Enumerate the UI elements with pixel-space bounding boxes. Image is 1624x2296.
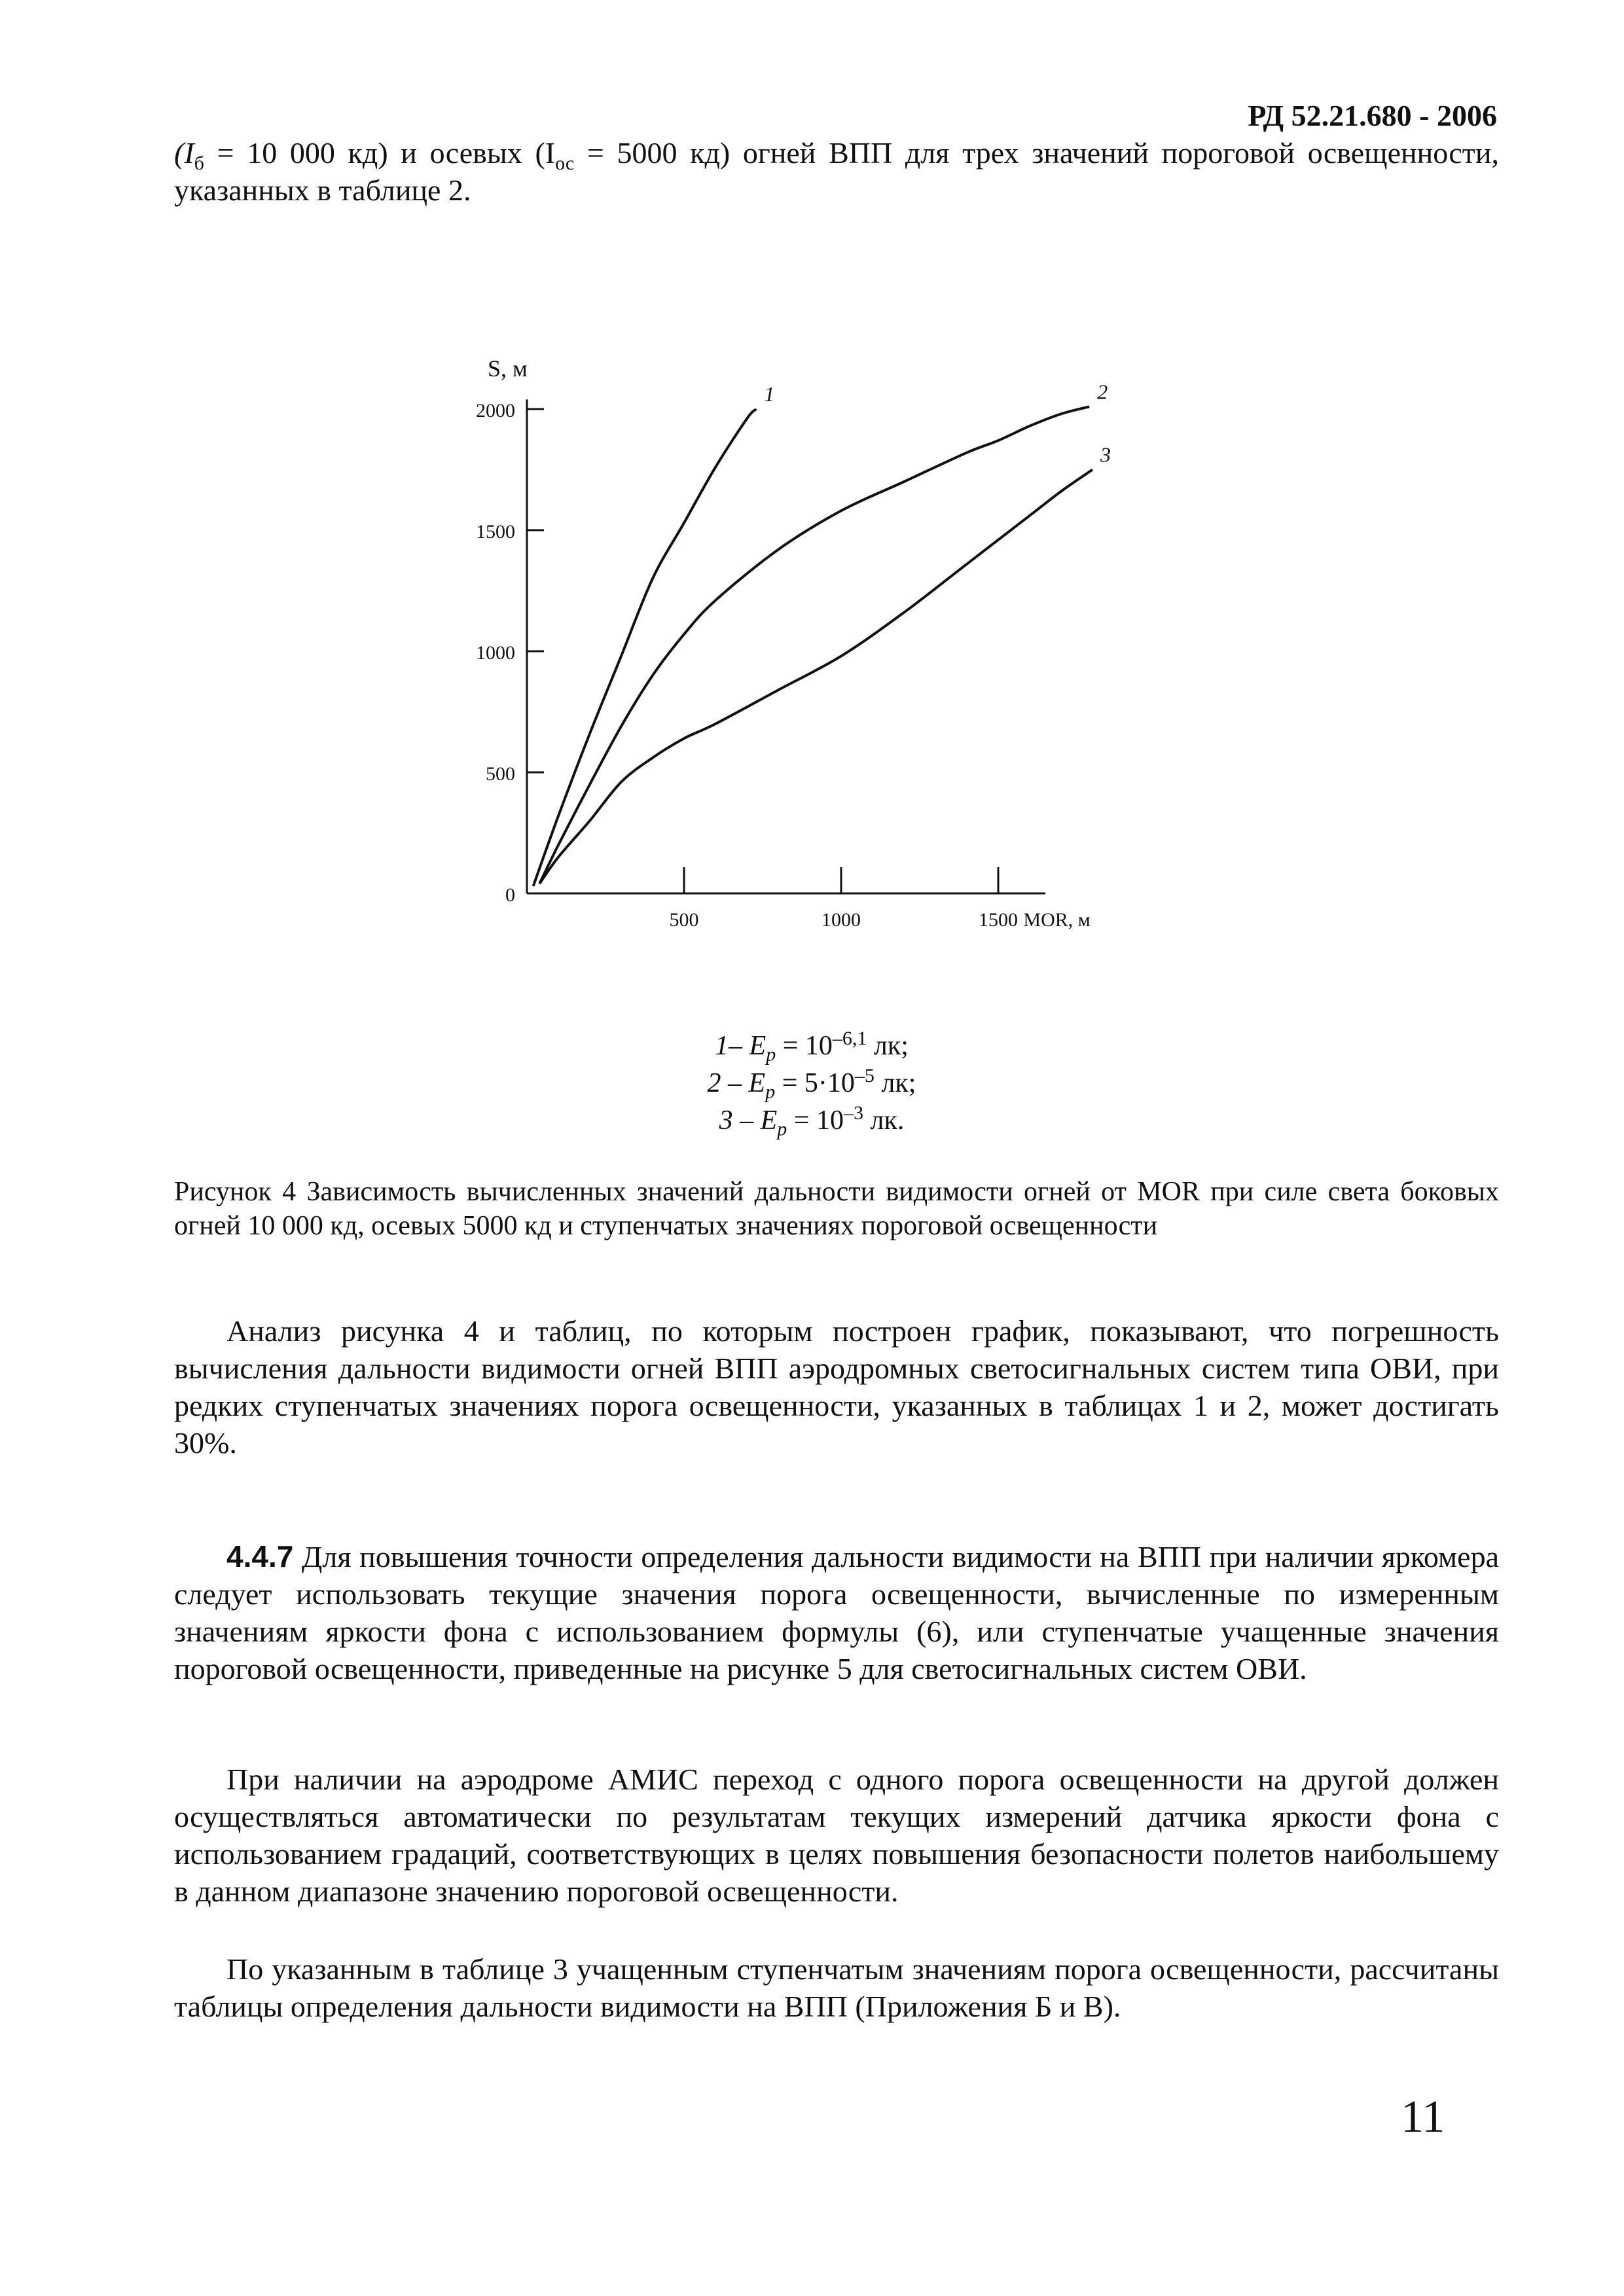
legend-item-1 — [589, 1028, 1034, 1065]
legend-2-sub: p — [765, 1081, 776, 1103]
intro-sub-1: б — [194, 152, 204, 175]
series-label-2: 2 — [1097, 380, 1108, 404]
section-text: Для повышения точности определения дальности видимости на ВПП при наличии яркомера следует использовать текущие значения порога освещенности, вычисленные по измеренным значениям яркости фона с использованием формулы (6), или ступенчатые учащенные значения пороговой освещенности, приведенные на рисунке 5 для светосигнальных систем ОВИ. — [174, 1540, 1499, 1685]
intro-part-1: (I — [174, 136, 194, 170]
y-tick-label: 0 — [505, 884, 515, 906]
y-tick-label: 500 — [486, 763, 515, 785]
legend-2-mid: = 5·10 — [775, 1068, 855, 1098]
x-tick-label: 1500 — [979, 909, 1018, 931]
legend-1-suffix: лк; — [867, 1031, 909, 1061]
legend-2-sup: –5 — [854, 1065, 875, 1086]
section-4-4-7 — [174, 1538, 1499, 1687]
y-axis-label: S, м — [488, 355, 528, 382]
chart-series — [533, 406, 1092, 886]
figure-caption: Рисунок 4 Зависимость вычисленных значений дальности видимости огней от MOR при силе света боковых огней 10 000 кд, осевых 5000 кд и ступенчатых значениях пороговой освещенности — [174, 1177, 1499, 1241]
legend-1-sup: –6,1 — [832, 1028, 867, 1049]
visibility-chart — [0, 0, 1624, 995]
analysis-paragraph: Анализ рисунка 4 и таблиц, по которым построен график, показывают, что погрешность вычисления дальности видимости огней ВПП аэродромных светосигнальных систем типа ОВИ, при редких ступенчатых значениях порога освещенности, указанных в таблицах 1 и 2, может достигать 30%. — [174, 1314, 1499, 1460]
chart-ticks — [527, 409, 998, 893]
document-id: РД 52.21.680 - 2006 — [1248, 99, 1497, 132]
legend-1-sub: p — [766, 1043, 776, 1066]
section-number: 4.4.7 — [226, 1539, 294, 1573]
series-line-1 — [533, 409, 757, 886]
y-tick-label: 1000 — [476, 642, 515, 664]
series-label-1: 1 — [764, 382, 775, 406]
legend-3-prefix: 3 – E — [719, 1105, 778, 1136]
legend-3-mid: = 10 — [787, 1105, 844, 1136]
legend-item-2 — [589, 1065, 1034, 1102]
legend-3-sub: p — [777, 1118, 787, 1140]
legend-2-suffix: лк; — [874, 1068, 916, 1098]
intro-sub-2: ос — [555, 152, 575, 175]
chart-axes — [527, 399, 1045, 893]
legend-1-prefix: 1– E — [715, 1031, 767, 1061]
x-axis-label: MOR, м — [1023, 909, 1091, 931]
legend-item-3 — [589, 1102, 1034, 1139]
legend-3-sup: –3 — [843, 1102, 863, 1124]
legend-2-prefix: 2 – E — [707, 1068, 766, 1098]
x-tick-label: 1000 — [821, 909, 861, 931]
y-tick-label: 2000 — [476, 400, 515, 422]
series-line-2 — [539, 406, 1089, 884]
x-tick-label: 500 — [669, 909, 699, 931]
page-number: 11 — [1401, 2092, 1445, 2142]
legend-1-mid: = 10 — [776, 1031, 833, 1061]
amis-paragraph: При наличии на аэродроме АМИС переход с одного порога освещенности на другой должен осуществляться автоматически по результатам текущих измерений датчика яркости фона с использованием градаций, соответствующих в целях повышения безопасности полетов наибольшему в данном диапазоне значению пороговой освещенности. — [174, 1763, 1499, 1908]
series-line-3 — [539, 470, 1092, 884]
y-tick-label: 1500 — [476, 521, 515, 543]
legend-3-suffix: лк. — [863, 1105, 905, 1136]
intro-part-3: = 5000 кд) огней ВПП для трех значений пороговой освещенности, указанных в таблице 2. — [174, 136, 1499, 207]
table3-paragraph: По указанным в таблице 3 учащенным ступенчатым значениям порога освещенности, рассчитаны таблицы определения дальности видимости на ВПП (Приложения Б и В). — [174, 1952, 1499, 2023]
series-label-3: 3 — [1100, 442, 1111, 467]
chart-legend — [589, 1028, 1034, 1139]
intro-part-2: = 10 000 кд) и осевых (I — [204, 136, 556, 170]
chart-labels — [476, 355, 1111, 931]
